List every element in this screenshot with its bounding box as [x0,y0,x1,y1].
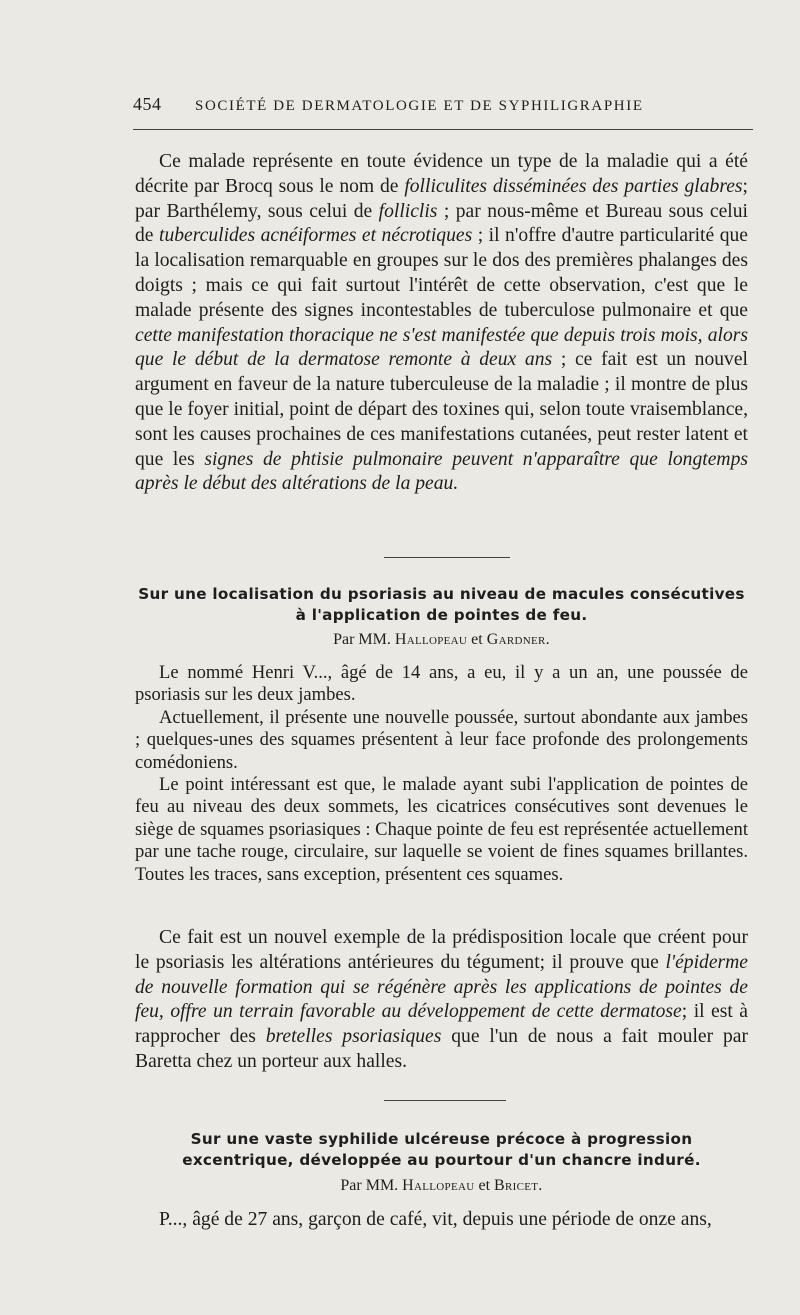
section-separator [384,557,510,558]
article-byline [135,630,748,650]
page-number: 454 [133,94,162,114]
paragraph: Le nommé Henri V..., âgé de 14 ans, a eu, il y a un an, une poussée de psoriasis sur les deux jambes. [135,662,748,706]
text-block-2 [135,662,748,886]
paragraph: Le point intéressant est que, le malade ayant subi l'application de pointes de feu au niveau des deux sommets, les cicatrices consécutives sont devenues le siège de squames psoriasiques : Chaque pointe de feu est représentée actuellement par une tache rouge, circulaire, sur laquelle se voient de fines squames brillantes. Toutes les traces, sans exception, présentent ces squames. [135,774,748,885]
italic-text: bretelles psoriasiques [265,1026,442,1048]
author-name: Gardner. [486,631,550,648]
text-run: Ce malade représente en toute évidence un type de la maladie qui a été décrite par Brocq sous le nom de [135,151,748,197]
article-title: Sur une localisation du psoriasis au niveau de macules consécutives à l'application de pointes de feu. [138,585,745,624]
section-separator [384,1100,506,1101]
paragraph [135,926,748,1075]
italic-text: folliclis [378,200,438,222]
text-block-1 [135,150,748,497]
byline-conjunction: et [471,631,483,648]
article-title: Sur une vaste syphilide ulcéreuse précoce à progression excentrique, développée au pourtour d'un chancre induré. [182,1130,701,1169]
author-name: Bricet. [494,1177,543,1194]
article-byline [135,1176,748,1196]
italic-text: tuberculides acnéiformes et nécrotiques [159,225,473,247]
paragraph: P..., âgé de 27 ans, garçon de café, vit, depuis une période de onze ans, [159,1209,712,1230]
italic-text: cette manifestation thoracique ne s'est manifestée que depuis trois mois, alors que le début de la dermatose remonte à deux ans [135,324,748,371]
author-name: Hallopeau [402,1177,475,1194]
paragraph: Actuellement, il présente une nouvelle poussée, surtout abondante aux jambes ; quelques-unes des squames présentent à leur face profonde des prolongements comédoniens. [135,706,748,773]
byline-prefix: Par MM. [333,631,391,648]
italic-text: folliculites disséminées des parties glabres [404,175,743,197]
text-run: ; par Barthélemy, sous celui de [135,175,748,222]
italic-text: signes de phtisie pulmonaire peuvent n'apparaître que longtemps après le début des altérations de la peau. [135,448,748,495]
text-block-3 [135,926,748,1075]
text-run: ; il n'offre d'autre particularité que la localisation remarquable en groupes sur le dos des premières phalanges des doigts ; mais ce qui fait surtout l'intérêt de cette observation, c'est que le malade présente des signes incontestables de tuberculose pulmonaire et que [135,225,748,321]
text-run: Ce fait est un nouvel exemple de la prédisposition locale que créent pour le psoriasis les altérations antérieures du tégument; il prouve que [135,927,748,973]
running-header [133,94,748,115]
running-title: SOCIÉTÉ DE DERMATOLOGIE ET DE SYPHILIGRAPHIE [195,98,644,114]
text-run: ; par nous-même et Bureau sous celui de [135,200,748,247]
italic-text: l'épiderme de nouvelle formation qui se régénère après les applications de pointes de feu, offre un terrain favorable au développement de cette dermatose [135,951,748,1023]
author-name: Hallopeau [394,631,468,648]
byline-conjunction: et [478,1177,491,1194]
text-run: ; il est à rapprocher des [135,1001,749,1048]
text-run: que l'un de nous a fait mouler par Baretta chez un porteur aux halles. [135,1026,748,1072]
byline-prefix: Par MM. [340,1177,399,1194]
text-run: ; ce fait est un nouvel argument en faveur de la nature tuberculeuse de la maladie ; il montre de plus que le foyer initial, point de départ des toxines qui, selon toute vraisemblance, sont les causes prochaines de ces manifestations cutanées, peut rester latent et que les [135,349,748,470]
paragraph [135,150,748,497]
text-block-4 [135,1208,748,1233]
header-rule [133,129,753,130]
